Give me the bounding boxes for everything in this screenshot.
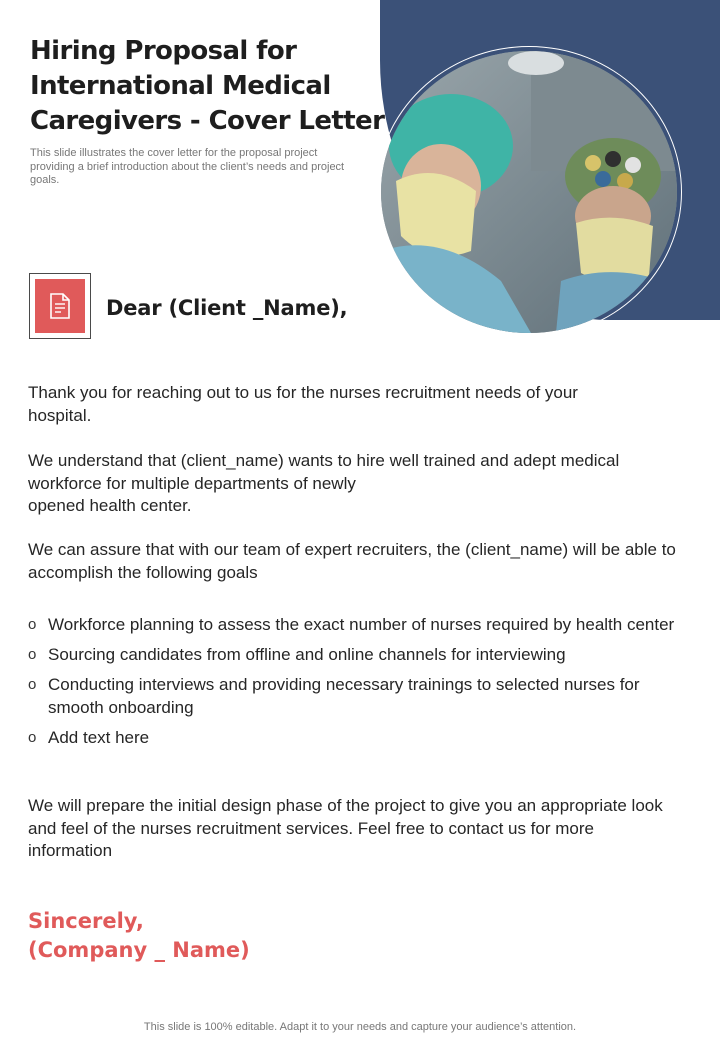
document-icon [35,279,85,333]
letter-icon-frame [29,273,91,339]
page-title: Hiring Proposal for International Medical Caregivers - Cover Letter [30,36,385,136]
list-item [28,727,688,750]
paragraph-assurance: We can assure that with our team of expert recruiters, the (client_name) will be able to accomplish the following goals [28,540,676,582]
bullet-icon: o [28,728,37,746]
company-name: (Company _ Name) [28,938,250,962]
goal-text: Add text here [48,727,150,747]
paragraph-understanding-line1: We understand that (client_name) wants to hire well trained and adept medical workforce for multiple departments of newly [28,451,620,493]
paragraph-understanding [28,450,688,518]
paragraph-closing: We will prepare the initial design phase of the project to give you an appropriate look and feel of the nurses recruitment services. Feel free to contact us for more information [28,796,663,860]
signature-block [28,907,250,965]
paragraph-understanding-line2: opened health center. [28,496,192,515]
surgeons-photo [381,51,677,333]
list-item [28,644,688,667]
paragraph-intro: Thank you for reaching out to us for the nurses recruitment needs of your hospital. [28,383,578,425]
bullet-icon: o [28,646,37,663]
bullet-icon: o [28,616,37,633]
goal-text: Sourcing candidates from offline and online channels for interviewing [48,645,566,664]
list-item [28,674,688,719]
bullet-icon: o [28,676,37,693]
page-subtitle: This slide illustrates the cover letter for the proposal project providing a brief introduction about the client’s needs and project goals. [30,147,345,186]
goal-text: Workforce planning to assess the exact number of nurses required by health center [48,615,675,634]
list-item [28,614,688,637]
signoff: Sincerely, [28,909,144,933]
goal-text: Conducting interviews and providing necessary trainings to selected nurses for smooth onboarding [48,675,640,717]
goals-list [28,614,688,757]
footer-note: This slide is 100% editable. Adapt it to your needs and capture your audience’s attention. [143,1021,577,1033]
salutation: Dear (Client _Name), [106,296,348,320]
